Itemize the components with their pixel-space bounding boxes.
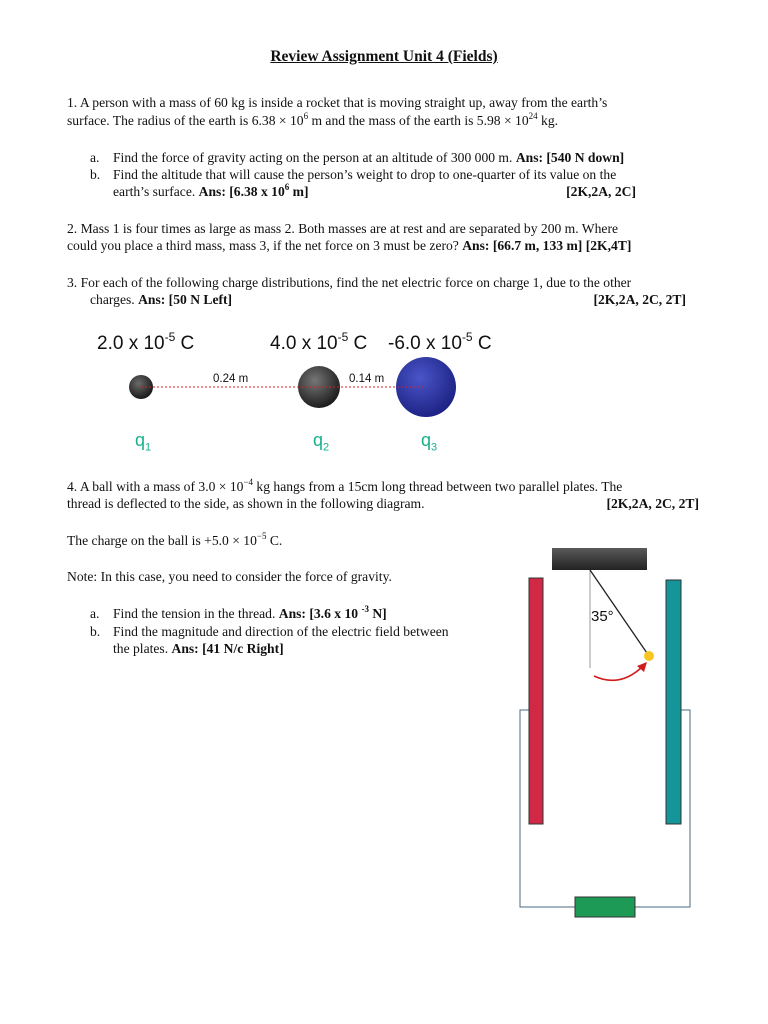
q3-line1: 3. For each of the following charge distributions, find the net electric force on charge 1, due to the other bbox=[67, 275, 632, 290]
distance-label-1: 0.24 m bbox=[213, 373, 249, 385]
q3-charge-label bbox=[421, 430, 437, 454]
q4b-text2 bbox=[113, 640, 284, 657]
q2-charge-label bbox=[313, 430, 329, 454]
q1b-answer-a: Ans: [6.38 x 10 bbox=[198, 184, 285, 199]
q1-line1: 1. A person with a mass of 60 kg is inside a rocket that is moving straight up, away from the earth’s bbox=[67, 95, 608, 110]
charge1-exp: -5 bbox=[164, 330, 176, 344]
q1b-answer-exp: 6 bbox=[284, 182, 290, 192]
q1b-answer-b: m] bbox=[289, 184, 309, 199]
q4a-answer-b: N] bbox=[368, 606, 387, 621]
distance-label-2: 0.14 m bbox=[349, 373, 385, 385]
q1b-question: earth’s surface. bbox=[113, 184, 199, 199]
q1-label-sub: 1 bbox=[145, 441, 152, 454]
q4-line1-exp: −4 bbox=[243, 477, 254, 487]
q4-charge-exp: −5 bbox=[256, 531, 267, 541]
q4-note: Note: In this case, you need to consider the force of gravity. bbox=[67, 569, 392, 584]
q4b-question: the plates. bbox=[113, 641, 172, 656]
q3-question: charges. bbox=[90, 292, 139, 307]
q1b-text1: Find the altitude that will cause the person’s weight to drop to one-quarter of its value on the bbox=[113, 167, 617, 182]
q4-charge-line bbox=[67, 532, 282, 549]
charge1-value: 2.0 x 10 bbox=[97, 333, 165, 354]
charge3-exp: -5 bbox=[461, 330, 473, 344]
q2-answer: Ans: [66.7 m, 133 m] [2K,4T] bbox=[462, 238, 632, 253]
q1-exp1: 6 bbox=[303, 111, 309, 121]
q4a-marker: a. bbox=[90, 606, 100, 621]
q4-code: [2K,2A, 2C, 2T] bbox=[606, 496, 699, 511]
q4-charge-b: C. bbox=[266, 533, 283, 548]
q2-question: could you place a third mass, mass 3, if the net force on 3 must be zero? bbox=[67, 238, 463, 253]
q4-line1-a: 4. A ball with a mass of 3.0 × 10 bbox=[67, 479, 244, 494]
q1a-question: Find the force of gravity acting on the person at an altitude of 300 000 m. bbox=[113, 150, 516, 165]
charge2-exp: -5 bbox=[337, 330, 349, 344]
q4a-answer-a: Ans: [3.6 x 10 bbox=[278, 606, 362, 621]
q4-line1-b: kg hangs from a 15cm long thread between two parallel plates. The bbox=[253, 479, 623, 494]
deflection-arrow bbox=[594, 667, 642, 680]
q1-code: [2K,2A, 2C] bbox=[566, 184, 636, 199]
right-plate bbox=[666, 580, 681, 824]
q3-answer: Ans: [50 N Left] bbox=[138, 292, 233, 307]
q1a-marker: a. bbox=[90, 150, 100, 165]
q1-label-letter: q bbox=[135, 430, 146, 450]
charge1-unit: C bbox=[175, 333, 195, 354]
angle-label: 35° bbox=[591, 608, 614, 625]
charge2-unit: C bbox=[348, 333, 368, 354]
q4-charge-a: The charge on the ball is +5.0 × 10 bbox=[67, 533, 257, 548]
q1-exp2: 24 bbox=[528, 111, 538, 121]
ceiling-support bbox=[552, 548, 647, 570]
q4a-question: Find the tension in the thread. bbox=[113, 606, 279, 621]
left-plate bbox=[529, 578, 543, 824]
q4b-marker: b. bbox=[90, 624, 101, 639]
q3-label-letter: q bbox=[421, 430, 432, 450]
q2-label-sub: 2 bbox=[323, 441, 330, 454]
charge3-unit: C bbox=[472, 333, 492, 354]
left-wire bbox=[520, 710, 576, 907]
q1a-answer: Ans: [540 N down] bbox=[515, 150, 625, 165]
q1-line2-a: surface. The radius of the earth is 6.38 × 10 bbox=[67, 113, 304, 128]
q1b-marker: b. bbox=[90, 167, 101, 182]
q1-charge-label bbox=[135, 430, 151, 454]
q4a-answer-exp: -3 bbox=[361, 604, 369, 614]
q4b-answer: Ans: [41 N/c Right] bbox=[171, 641, 284, 656]
charge3-value: -6.0 x 10 bbox=[388, 333, 462, 354]
right-wire bbox=[634, 710, 690, 907]
q3-label-sub: 3 bbox=[431, 441, 438, 454]
page-title: Review Assignment Unit 4 (Fields) bbox=[270, 48, 498, 65]
q1-line2-c: kg. bbox=[537, 113, 559, 128]
q2-label-letter: q bbox=[313, 430, 324, 450]
q4-line2: thread is deflected to the side, as shown in the following diagram. bbox=[67, 496, 425, 511]
battery bbox=[575, 897, 635, 917]
charge2-value: 4.0 x 10 bbox=[270, 333, 338, 354]
q3-code: [2K,2A, 2C, 2T] bbox=[593, 292, 686, 307]
q1-line2-b: m and the mass of the earth is 5.98 × 10 bbox=[308, 113, 529, 128]
q2-line1: 2. Mass 1 is four times as large as mass 2. Both masses are at rest and are separated by 200 m. Where bbox=[67, 221, 619, 236]
q4a-answer bbox=[279, 606, 387, 621]
hanging-ball bbox=[644, 651, 654, 661]
q4a-text bbox=[113, 605, 387, 622]
q4-line1 bbox=[67, 478, 622, 495]
q4b-text1: Find the magnitude and direction of the electric field between bbox=[113, 624, 449, 639]
